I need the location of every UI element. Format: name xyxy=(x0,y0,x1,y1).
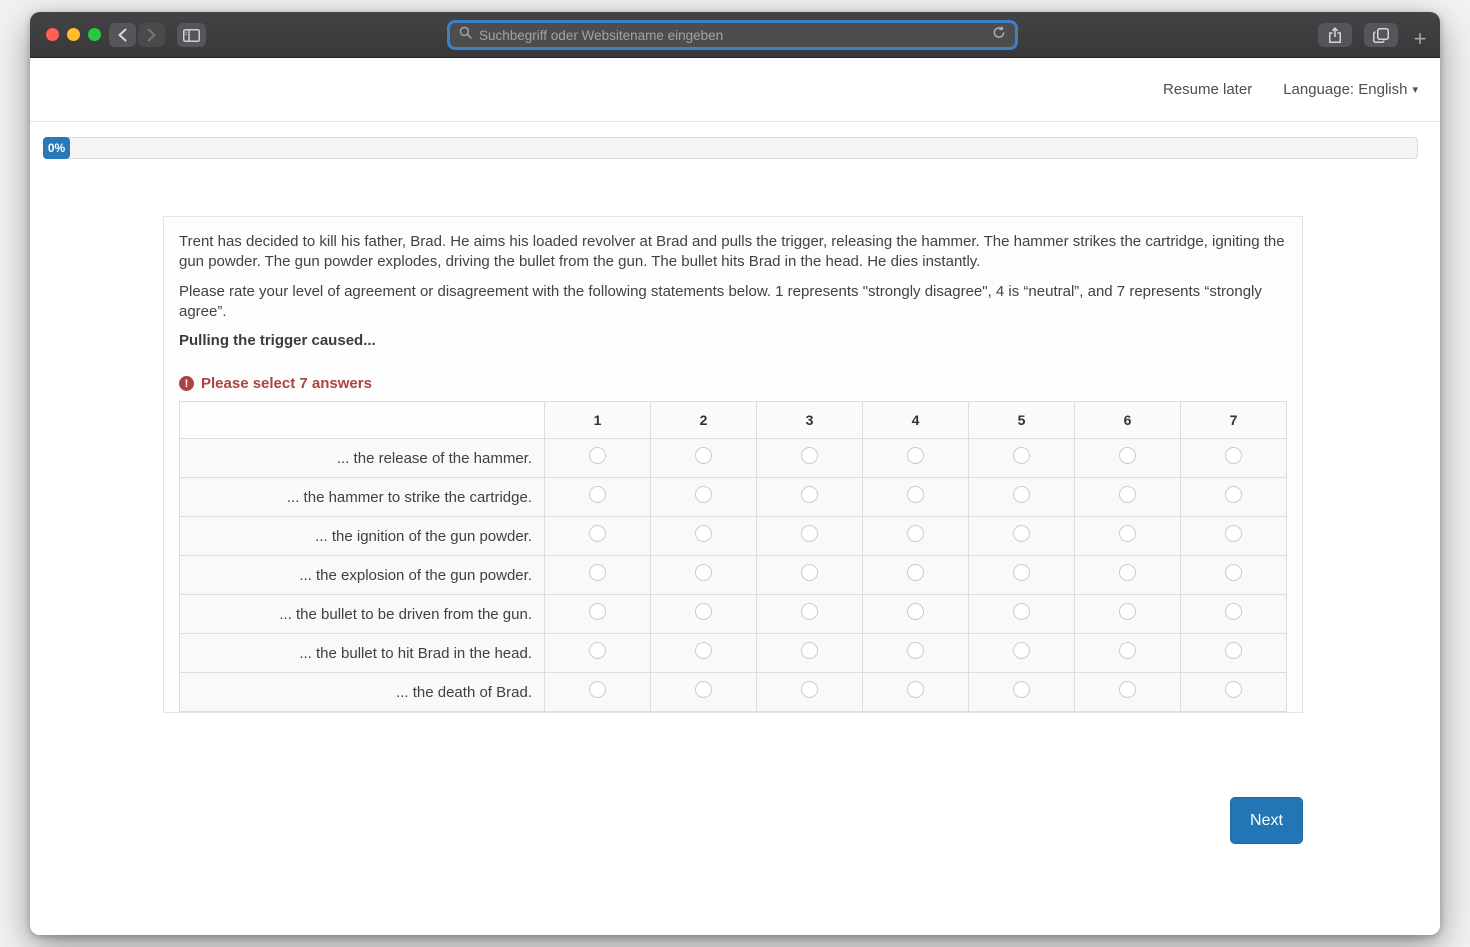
radio-button[interactable] xyxy=(1119,681,1136,698)
table-row xyxy=(180,634,1287,673)
table-row xyxy=(180,478,1287,517)
column-header: 5 xyxy=(969,402,1075,439)
radio-button[interactable] xyxy=(589,564,606,581)
radio-cell xyxy=(1181,595,1287,634)
radio-button[interactable] xyxy=(1119,642,1136,659)
radio-cell xyxy=(969,634,1075,673)
radio-button[interactable] xyxy=(1013,642,1030,659)
plus-icon: + xyxy=(1413,26,1427,51)
address-bar-placeholder: Suchbegriff oder Websitename eingeben xyxy=(479,27,724,43)
radio-button[interactable] xyxy=(1013,486,1030,503)
radio-button[interactable] xyxy=(695,681,712,698)
radio-cell xyxy=(651,556,757,595)
survey-page xyxy=(30,58,1440,935)
radio-button[interactable] xyxy=(695,642,712,659)
radio-cell xyxy=(969,517,1075,556)
radio-cell xyxy=(863,439,969,478)
radio-button[interactable] xyxy=(801,642,818,659)
answer-label: ... the death of Brad. xyxy=(180,673,545,712)
radio-button[interactable] xyxy=(589,525,606,542)
answer-label: ... the explosion of the gun powder. xyxy=(180,556,545,595)
traffic-lights xyxy=(46,28,101,41)
column-header: 7 xyxy=(1181,402,1287,439)
radio-button[interactable] xyxy=(695,525,712,542)
chevron-left-icon xyxy=(117,28,128,42)
radio-button[interactable] xyxy=(1225,447,1242,464)
matrix-header-row xyxy=(180,402,1287,439)
radio-button[interactable] xyxy=(801,564,818,581)
zoom-window-button[interactable] xyxy=(88,28,101,41)
radio-cell xyxy=(863,634,969,673)
radio-cell xyxy=(757,634,863,673)
radio-button[interactable] xyxy=(801,525,818,542)
radio-button[interactable] xyxy=(1119,447,1136,464)
survey-header xyxy=(30,58,1440,122)
progress-value: 0% xyxy=(43,137,70,159)
radio-cell xyxy=(545,556,651,595)
radio-cell xyxy=(969,673,1075,712)
radio-cell xyxy=(757,439,863,478)
radio-cell xyxy=(545,673,651,712)
sidebar-toggle-button[interactable] xyxy=(177,23,206,47)
radio-cell xyxy=(969,595,1075,634)
radio-cell xyxy=(651,595,757,634)
radio-cell xyxy=(969,439,1075,478)
exclamation-circle-icon: ! xyxy=(179,376,194,391)
radio-button[interactable] xyxy=(1119,603,1136,620)
matrix-body xyxy=(180,439,1287,712)
radio-cell xyxy=(1075,517,1181,556)
radio-button[interactable] xyxy=(1119,525,1136,542)
column-header: 4 xyxy=(863,402,969,439)
radio-cell xyxy=(1075,439,1181,478)
table-row xyxy=(180,517,1287,556)
browser-toolbar xyxy=(30,12,1440,58)
reload-icon[interactable] xyxy=(992,25,1006,45)
answer-label: ... the bullet to be driven from the gun. xyxy=(180,595,545,634)
rating-matrix-table xyxy=(179,401,1287,712)
radio-button[interactable] xyxy=(589,642,606,659)
radio-button[interactable] xyxy=(695,603,712,620)
new-tab-button[interactable] xyxy=(1408,28,1432,52)
radio-button[interactable] xyxy=(589,603,606,620)
share-icon xyxy=(1328,27,1342,44)
share-button[interactable] xyxy=(1318,23,1352,47)
radio-button[interactable] xyxy=(801,681,818,698)
radio-button[interactable] xyxy=(1225,525,1242,542)
radio-button[interactable] xyxy=(907,603,924,620)
column-header: 3 xyxy=(757,402,863,439)
radio-button[interactable] xyxy=(801,447,818,464)
tabs-icon xyxy=(1373,28,1389,43)
radio-button[interactable] xyxy=(907,486,924,503)
tab-overview-button[interactable] xyxy=(1364,23,1398,47)
answer-label: ... the hammer to strike the cartridge. xyxy=(180,478,545,517)
radio-button[interactable] xyxy=(801,486,818,503)
radio-cell xyxy=(757,595,863,634)
radio-button[interactable] xyxy=(1225,564,1242,581)
radio-cell xyxy=(651,439,757,478)
radio-button[interactable] xyxy=(907,525,924,542)
radio-button[interactable] xyxy=(589,447,606,464)
radio-button[interactable] xyxy=(1119,564,1136,581)
address-bar[interactable] xyxy=(447,20,1018,50)
radio-button[interactable] xyxy=(589,486,606,503)
table-row xyxy=(180,673,1287,712)
radio-button[interactable] xyxy=(801,603,818,620)
column-header: 1 xyxy=(545,402,651,439)
browser-window xyxy=(30,12,1440,935)
back-button[interactable] xyxy=(109,23,136,47)
radio-button[interactable] xyxy=(1225,486,1242,503)
radio-cell xyxy=(651,478,757,517)
next-button[interactable]: Next xyxy=(1230,797,1303,844)
table-row xyxy=(180,595,1287,634)
close-window-button[interactable] xyxy=(46,28,59,41)
forward-button[interactable] xyxy=(138,23,165,47)
radio-cell xyxy=(969,556,1075,595)
search-icon xyxy=(459,26,472,44)
radio-cell xyxy=(1075,673,1181,712)
radio-button[interactable] xyxy=(695,564,712,581)
radio-cell xyxy=(545,478,651,517)
radio-button[interactable] xyxy=(907,564,924,581)
answer-label: ... the bullet to hit Brad in the head. xyxy=(180,634,545,673)
radio-cell xyxy=(1075,556,1181,595)
language-label: Language: English xyxy=(1283,81,1408,98)
radio-button[interactable] xyxy=(1225,642,1242,659)
navigation-actions xyxy=(163,797,1303,844)
radio-cell xyxy=(757,556,863,595)
question-paragraph-1: Trent has decided to kill his father, Brad. He aims his loaded revolver at Brad and pulls the trigger, releasing the hammer. The hammer strikes the cartridge, igniting the gun powder. The gun powder explodes, driving the bullet from the gun. The bullet hits Brad in the head. He dies instantly. xyxy=(179,233,1285,270)
radio-cell xyxy=(969,478,1075,517)
question-prompt: Pulling the trigger caused... xyxy=(179,332,376,349)
validation-warning-text: Please select 7 answers xyxy=(201,375,372,392)
radio-button[interactable] xyxy=(1225,603,1242,620)
radio-cell xyxy=(757,673,863,712)
radio-cell xyxy=(1075,595,1181,634)
radio-cell xyxy=(1181,673,1287,712)
radio-cell xyxy=(863,556,969,595)
radio-cell xyxy=(1181,439,1287,478)
radio-button[interactable] xyxy=(1119,486,1136,503)
radio-cell xyxy=(757,478,863,517)
radio-cell xyxy=(1075,478,1181,517)
radio-cell xyxy=(1181,478,1287,517)
radio-cell xyxy=(545,517,651,556)
radio-button[interactable] xyxy=(1013,525,1030,542)
resume-later-link[interactable]: Resume later xyxy=(1162,81,1253,98)
radio-cell xyxy=(1181,517,1287,556)
radio-cell xyxy=(651,517,757,556)
minimize-window-button[interactable] xyxy=(67,28,80,41)
validation-warning xyxy=(179,375,1287,392)
radio-cell xyxy=(863,517,969,556)
column-header: 2 xyxy=(651,402,757,439)
question-paragraph-2: Please rate your level of agreement or disagreement with the following statements below. 1 represents "strongly disagree", 4 is “neutral”, and 7 represents “strongly agree”. xyxy=(179,283,1262,320)
progress-bar xyxy=(43,137,1418,159)
matrix-corner-cell xyxy=(180,402,545,439)
radio-button[interactable] xyxy=(695,447,712,464)
radio-button[interactable] xyxy=(1013,447,1030,464)
radio-button[interactable] xyxy=(589,681,606,698)
answer-label: ... the release of the hammer. xyxy=(180,439,545,478)
radio-button[interactable] xyxy=(907,447,924,464)
radio-button[interactable] xyxy=(907,681,924,698)
radio-cell xyxy=(863,478,969,517)
table-row xyxy=(180,556,1287,595)
sidebar-icon xyxy=(183,29,200,42)
language-dropdown[interactable] xyxy=(1283,81,1418,98)
radio-button[interactable] xyxy=(907,642,924,659)
radio-cell xyxy=(1181,634,1287,673)
column-header: 6 xyxy=(1075,402,1181,439)
radio-cell xyxy=(651,634,757,673)
radio-cell xyxy=(1075,634,1181,673)
radio-button[interactable] xyxy=(1013,564,1030,581)
chevron-down-icon: ▾ xyxy=(1412,84,1418,96)
radio-button[interactable] xyxy=(1225,681,1242,698)
radio-cell xyxy=(545,595,651,634)
radio-button[interactable] xyxy=(1013,681,1030,698)
radio-cell xyxy=(863,673,969,712)
radio-cell xyxy=(651,673,757,712)
radio-cell xyxy=(545,634,651,673)
answer-label: ... the ignition of the gun powder. xyxy=(180,517,545,556)
table-row xyxy=(180,439,1287,478)
radio-cell xyxy=(1181,556,1287,595)
question-container xyxy=(163,216,1303,713)
radio-cell xyxy=(757,517,863,556)
radio-cell xyxy=(545,439,651,478)
radio-button[interactable] xyxy=(1013,603,1030,620)
radio-button[interactable] xyxy=(695,486,712,503)
chevron-right-icon xyxy=(146,28,157,42)
radio-cell xyxy=(863,595,969,634)
